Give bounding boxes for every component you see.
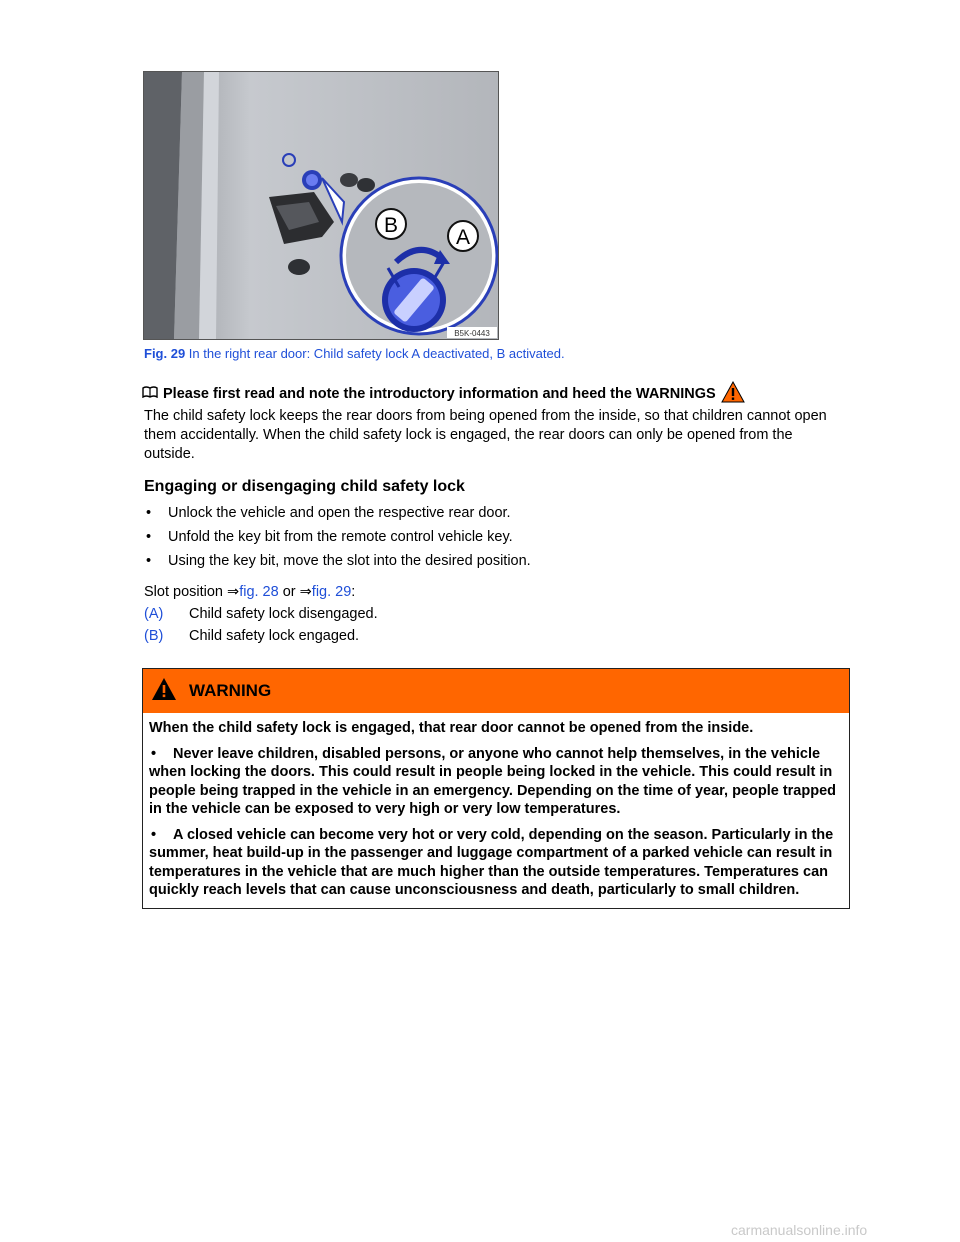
definition-row bbox=[144, 606, 378, 628]
warning-intro: When the child safety lock is engaged, that rear door cannot be opened from the inside. bbox=[149, 720, 754, 736]
door-illustration bbox=[144, 72, 498, 339]
slot-position-line bbox=[144, 584, 355, 600]
warning-item-text: A closed vehicle can become very hot or very cold, depending on the season. Particularly in the summer, heat build-up in the passenger and luggage compartment of a parked vehicle can result in temperatures in the vehicle that are much higher than the outside temperatures. Temperatures can quickly reach levels that can cause unconsciousness and death, particularly to small children. bbox=[149, 826, 834, 898]
list-item bbox=[144, 503, 531, 527]
steps-list bbox=[144, 503, 531, 575]
slot-prefix: Slot position bbox=[144, 584, 228, 600]
warning-item bbox=[149, 745, 843, 819]
label-b: B bbox=[383, 214, 399, 237]
warning-triangle-icon bbox=[151, 677, 177, 706]
description-paragraph: The child safety lock keeps the rear doors from being opened from the inside, so that children cannot open them accidentally. When the child safety lock is engaged, the rear doors can only be opened from the outside. bbox=[144, 408, 827, 462]
definition-row bbox=[144, 628, 378, 650]
warning-box bbox=[142, 668, 850, 909]
list-item bbox=[144, 527, 531, 551]
figure-child-safety-lock bbox=[143, 71, 499, 340]
arrow-icon: ⇒ bbox=[299, 584, 312, 600]
fig-29-link[interactable]: fig. 29 bbox=[311, 584, 352, 600]
definition-text: Child safety lock engaged. bbox=[189, 628, 360, 644]
definition-list bbox=[144, 606, 378, 650]
label-a: A bbox=[455, 226, 471, 249]
definition-text: Child safety lock disengaged. bbox=[189, 606, 378, 622]
caption-text: In the right rear door: Child safety lock A deactivated, B activated. bbox=[185, 346, 565, 361]
definition-label: (B) bbox=[144, 628, 164, 644]
step-text: Unlock the vehicle and open the respective rear door. bbox=[168, 505, 511, 521]
list-item bbox=[144, 551, 531, 575]
step-text: Using the key bit, move the slot into the desired position. bbox=[168, 553, 531, 569]
bullet: • bbox=[151, 826, 157, 843]
intro-text: Please first read and note the introductory information and heed the WARNINGS bbox=[163, 386, 716, 402]
slot-suffix: : bbox=[351, 584, 356, 600]
figure-caption bbox=[144, 346, 565, 361]
intro-line bbox=[142, 381, 745, 407]
figure-number: Fig. 29 bbox=[144, 346, 186, 361]
footer-watermark: carmanualsonline.info bbox=[731, 1222, 868, 1238]
warning-header bbox=[143, 669, 849, 713]
fig-28-link[interactable]: fig. 28 bbox=[239, 584, 279, 600]
warning-item bbox=[149, 826, 843, 900]
bullet: • bbox=[146, 529, 152, 545]
figure-code: B5K-0443 bbox=[454, 329, 490, 338]
warning-item-text: Never leave children, disabled persons, or anyone who cannot help themselves, in the vehicle when locking the doors. This could result in people being locked in the vehicle. This could result in people being trapped in the vehicle in an emergency. Depending on the time of year, people trapped in the vehicle can be exposed to very high or very low temperatures. bbox=[149, 745, 837, 817]
bullet: • bbox=[151, 745, 157, 762]
warning-body bbox=[143, 713, 849, 900]
book-icon bbox=[142, 386, 158, 402]
definition-label: (A) bbox=[144, 606, 164, 622]
slot-middle: or bbox=[278, 584, 300, 600]
step-text: Unfold the key bit from the remote control vehicle key. bbox=[168, 529, 513, 545]
bullet: • bbox=[146, 505, 152, 521]
bullet: • bbox=[146, 553, 152, 569]
warning-triangle-icon[interactable] bbox=[721, 381, 745, 407]
section-heading: Engaging or disengaging child safety lock bbox=[144, 478, 465, 495]
arrow-icon: ⇒ bbox=[227, 584, 240, 600]
warning-title: WARNING bbox=[189, 681, 272, 700]
